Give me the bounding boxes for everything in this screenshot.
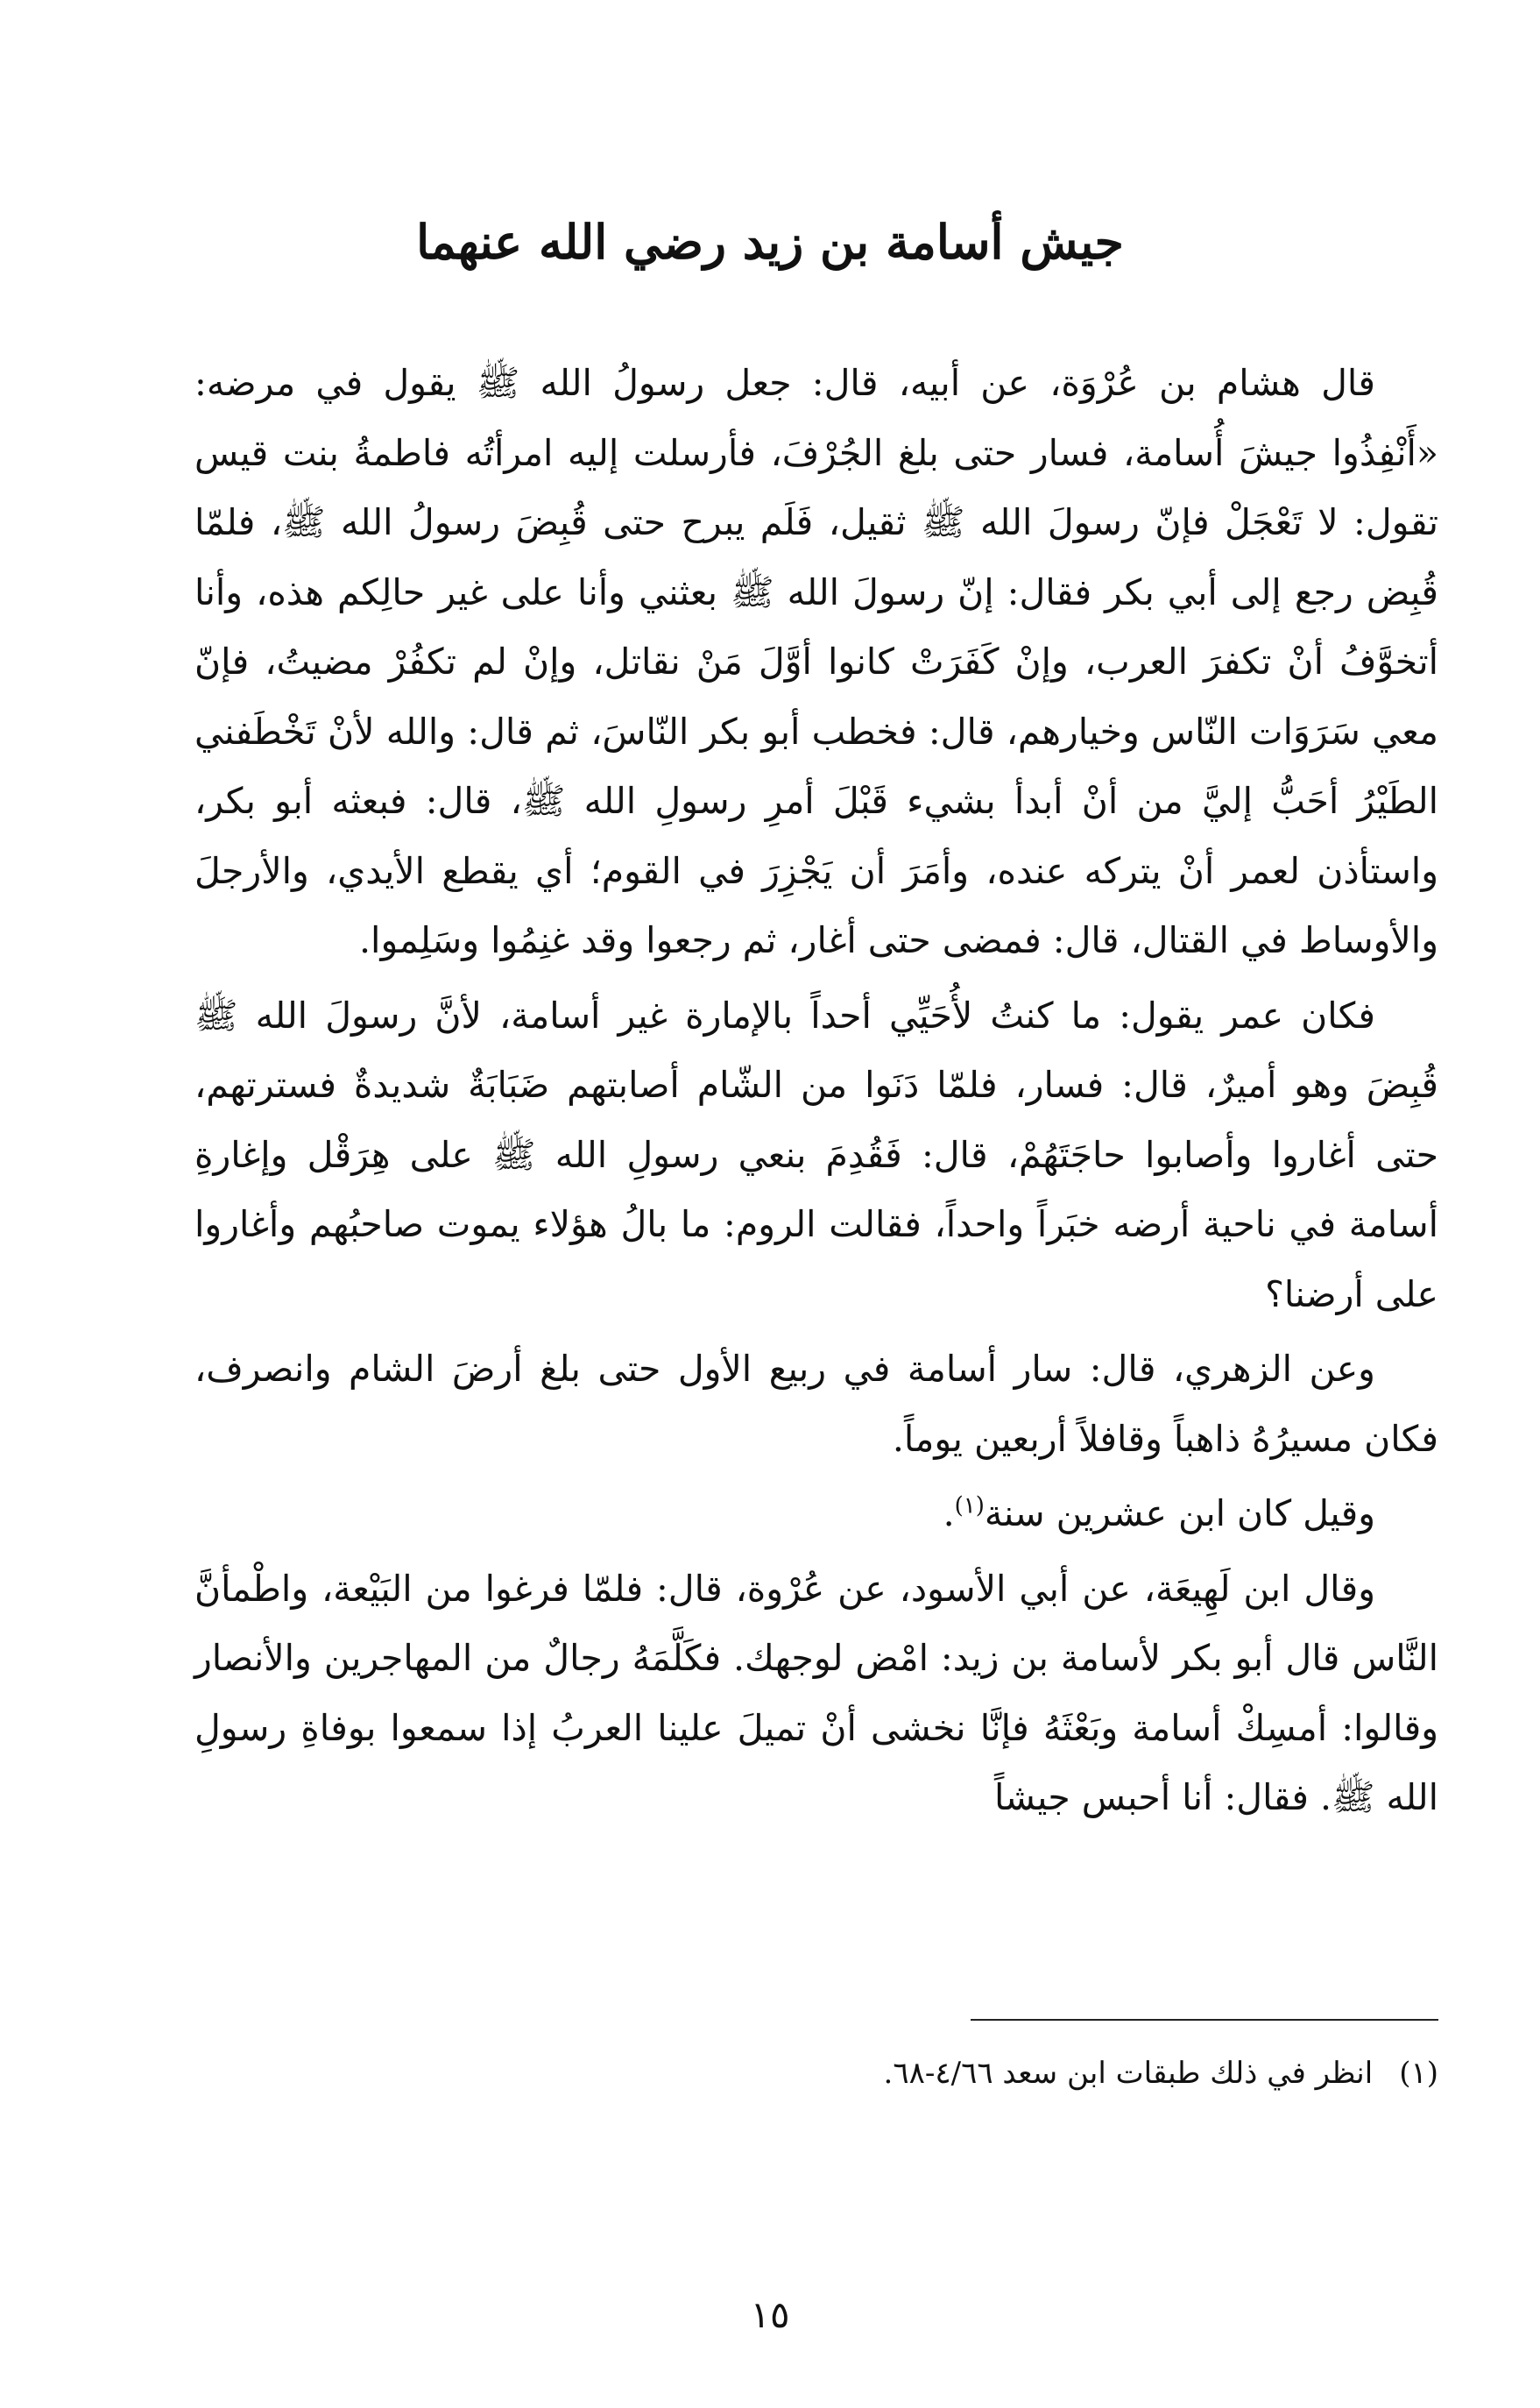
age-line-text: وقيل كان ابن عشرين سنة [984, 1492, 1375, 1534]
age-line-end: . [943, 1492, 955, 1534]
paragraph-ibn-lahia: وقال ابن لَهِيعَة، عن أبي الأسود، عن عُرْوة، قال: فلمّا فرغوا من البَيْعة، واطْمأنَّ النَّاس قال أبو بكر لأسامة بن زيد: امْض لوجهك. فكَلَّمَهُ رجالٌ من المهاجرين والأنصار وقالوا: أمسِكْ أسامة وبَعْثَهُ فإنَّا نخشى أنْ تميلَ علينا العربُ إذا سمعوا بوفاةِ رسولِ الله ﷺ. فقال: أنا أحبس جيشاً [194, 1567, 1438, 1818]
paragraph-age [194, 1479, 1438, 1549]
footnote-divider [971, 2019, 1438, 2021]
footnote-text: انظر في ذلك طبقات ابن سعد ٤/٦٦-٦٨. [883, 2056, 1374, 2091]
body-text [194, 349, 1438, 1833]
footnote [194, 2049, 1438, 2098]
footnote-reference[interactable]: (١) [954, 1492, 985, 1519]
paragraph-zuhri: وعن الزهري، قال: سار أسامة في ربيع الأول حتى بلغ أرضَ الشام وانصرف، فكان مسيرُهُ ذاهباً وقافلاً أربعين يوماً. [194, 1348, 1438, 1460]
page-number: ١٥ [750, 2293, 790, 2336]
paragraph-umar-saying: فكان عمر يقول: ما كنتُ لأُحَيِّي أحداً بالإمارة غير أسامة، لأنَّ رسولَ الله ﷺ قُبِضَ وهو أميرٌ، قال: فسار، فلمّا دَنَوا من الشّام أصابتهم ضَبَابَةٌ شديدةٌ فسترتهم، حتى أغاروا وأصابوا حاجَتَهُمْ، قال: فَقُدِمَ بنعي رسولِ الله ﷺ على هِرَقْل وإغارةِ أسامة في ناحية أرضه خبَراً واحداً، فقالت الروم: ما بالُ هؤلاء يموت صاحبُهم وأغاروا على أرضنا؟ [194, 994, 1438, 1315]
paragraph-osama-army: قال هشام بن عُرْوَة، عن أبيه، قال: جعل رسولُ الله ﷺ يقول في مرضه: «أَنْفِذُوا جيشَ أُسامة، فسار حتى بلغ الجُرْفَ، فأرسلت إليه امرأتُه فاطمةُ بنت قيس تقول: لا تَعْجَلْ فإنّ رسولَ الله ﷺ ثقيل، فَلَم يبرح حتى قُبِضَ رسولُ الله ﷺ، فلمّا قُبِض رجع إلى أبي بكر فقال: إنّ رسولَ الله ﷺ بعثني وأنا على غير حالِكم هذه، وأنا أتخوَّفُ أنْ تكفرَ العرب، وإنْ كَفَرَتْ كانوا أوَّلَ مَنْ نقاتل، وإنْ لم تكفُرْ مضيتُ، فإنّ معي سَرَوَات النّاس وخيارهم، قال: فخطب أبو بكر النّاسَ، ثم قال: والله لأنْ تَخْطَفني الطَيْرُ أحَبُّ إليَّ من أنْ أبدأ بشيء قَبْلَ أمرِ رسولِ الله ﷺ، قال: فبعثه أبو بكر، واستأذن لعمر أنْ يتركه عنده، وأمَرَ أن يَجْزِرَ في القوم؛ أي يقطع الأيدي، والأرجلَ والأوساط في القتال، قال: فمضى حتى أغار، ثم رجعوا وقد غنِمُوا وسَلِموا. [194, 362, 1438, 961]
page-title: جيش أسامة بن زيد رضي الله عنهما [416, 214, 1124, 270]
footnote-number: (١) [1399, 2056, 1438, 2091]
